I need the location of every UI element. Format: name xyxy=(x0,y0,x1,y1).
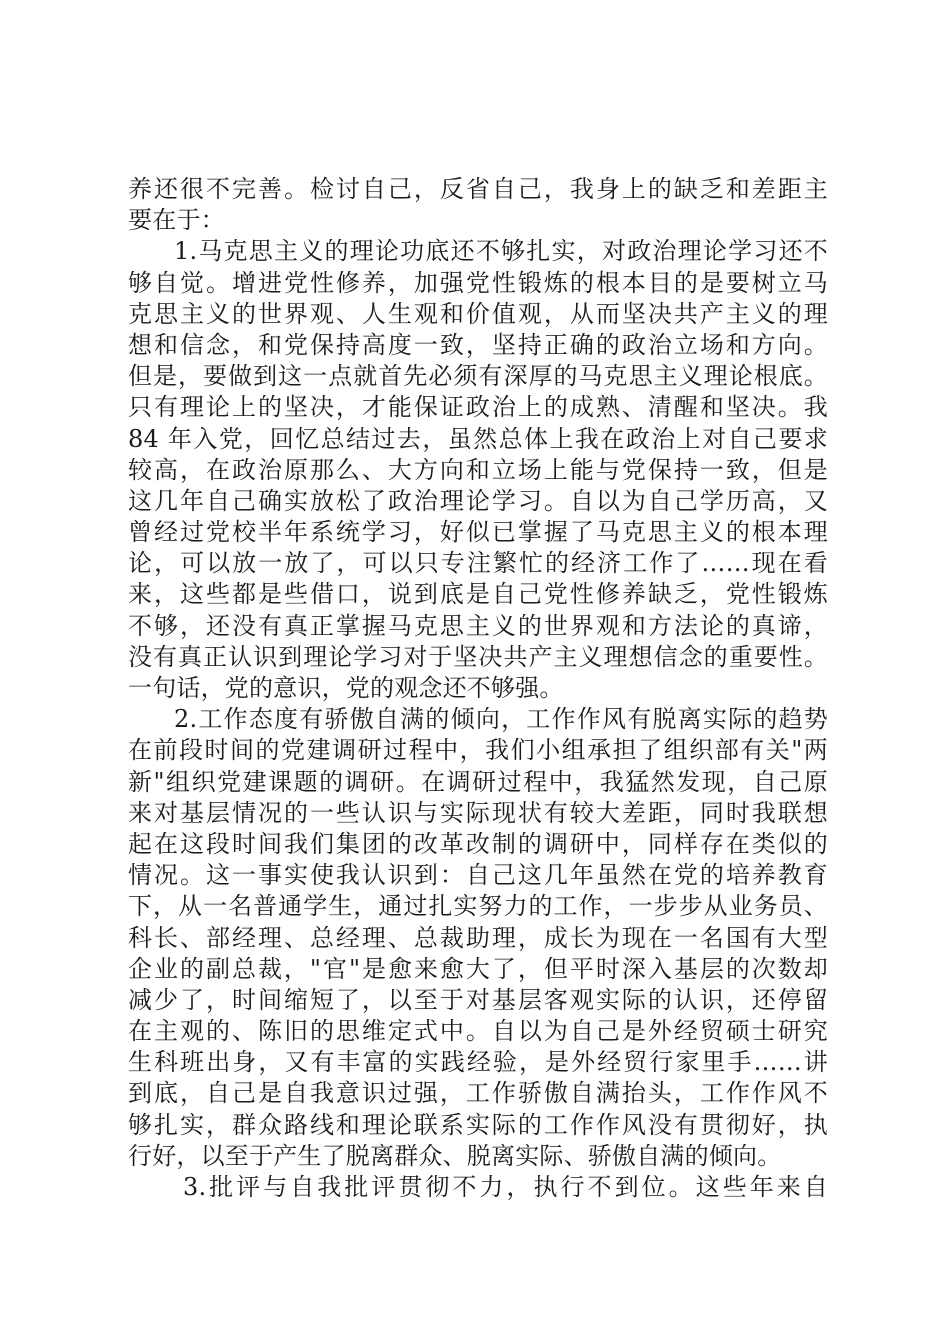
text-line: 到底，自己是自我意识过强，工作骄傲自满抬头，工作作风不 xyxy=(128,1079,828,1108)
text-line: 克思主义的世界观、人生观和价值观，从而坚决共产主义的理 xyxy=(128,299,828,328)
text-line: 来，这些都是些借口，说到底是自己党性修养缺乏，党性锻炼 xyxy=(128,580,828,609)
text-line: 企业的副总裁，"官"是愈来愈大了，但平时深入基层的次数却 xyxy=(128,954,828,983)
text-line: 只有理论上的坚决，才能保证政治上的成熟、清醒和坚决。我 xyxy=(128,393,828,422)
text-line: 够扎实，群众路线和理论联系实际的工作作风没有贯彻好，执 xyxy=(128,1110,828,1139)
text-line: 在前段时间的党建调研过程中，我们小组承担了组织部有关"两 xyxy=(128,736,828,765)
text-line: 曾经过党校半年系统学习，好似已掌握了马克思主义的根本理 xyxy=(128,518,828,547)
text-line: 但是，要做到这一点就首先必须有深厚的马克思主义理论根底。 xyxy=(128,362,828,391)
text-line: 这几年自己确实放松了政治理论学习。自以为自己学历高，又 xyxy=(128,486,828,515)
text-line: 情况。这一事实使我认识到：自己这几年虽然在党的培养教育 xyxy=(128,861,828,890)
text-line: 想和信念，和党保持高度一致，坚持正确的政治立场和方向。 xyxy=(128,330,828,359)
text-line: 下，从一名普通学生，通过扎实努力的工作，一步步从业务员、 xyxy=(128,892,828,921)
text-line: 新"组织党建课题的调研。在调研过程中，我猛然发现，自己原 xyxy=(128,767,828,796)
paragraph-heading-1: 1.马克思主义的理论功底还不够扎实，对政治理论学习还不 xyxy=(174,237,828,266)
text-line: 84 年入党，回忆总结过去，虽然总体上我在政治上对自己要求 xyxy=(128,424,828,453)
text-line: 不够，还没有真正掌握马克思主义的世界观和方法论的真谛， xyxy=(128,611,828,640)
text-line: 要在于： xyxy=(128,206,225,235)
text-line: 减少了，时间缩短了，以至于对基层客观实际的认识，还停留 xyxy=(128,985,828,1014)
paragraph-heading-3: 3.批评与自我批评贯彻不力，执行不到位。这些年来自 xyxy=(183,1173,828,1201)
text-line: 养还很不完善。检讨自己，反省自己，我身上的缺乏和差距主 xyxy=(128,175,828,203)
body-text xyxy=(128,174,828,1203)
text-line: 来对基层情况的一些认识与实际现状有较大差距，同时我联想 xyxy=(128,798,828,827)
text-line: 论，可以放一放了，可以只专注繁忙的经济工作了……现在看 xyxy=(128,549,828,578)
text-line: 没有真正认识到理论学习对于坚决共产主义理想信念的重要性。 xyxy=(128,642,828,671)
text-line: 科长、部经理、总经理、总裁助理，成长为现在一名国有大型 xyxy=(128,923,828,952)
paragraph-heading-2: 2.工作态度有骄傲自满的倾向，工作作风有脱离实际的趋势 xyxy=(174,705,828,734)
text-line: 起在这段时间我们集团的改革改制的调研中，同样存在类似的 xyxy=(128,829,828,858)
text-line: 在主观的、陈旧的思维定式中。自以为自己是外经贸硕士研究 xyxy=(128,1017,828,1046)
text-line: 一句话，党的意识，党的观念还不够强。 xyxy=(128,674,564,702)
text-line: 较高，在政治原那么、大方向和立场上能与党保持一致，但是 xyxy=(128,455,828,484)
text-line: 生科班出身，又有丰富的实践经验，是外经贸行家里手……讲 xyxy=(128,1048,828,1077)
text-line: 行好，以至于产生了脱离群众、脱离实际、骄傲自满的倾向。 xyxy=(128,1141,782,1170)
text-line: 够自觉。增进党性修养，加强党性锻炼的根本目的是要树立马 xyxy=(128,268,828,297)
